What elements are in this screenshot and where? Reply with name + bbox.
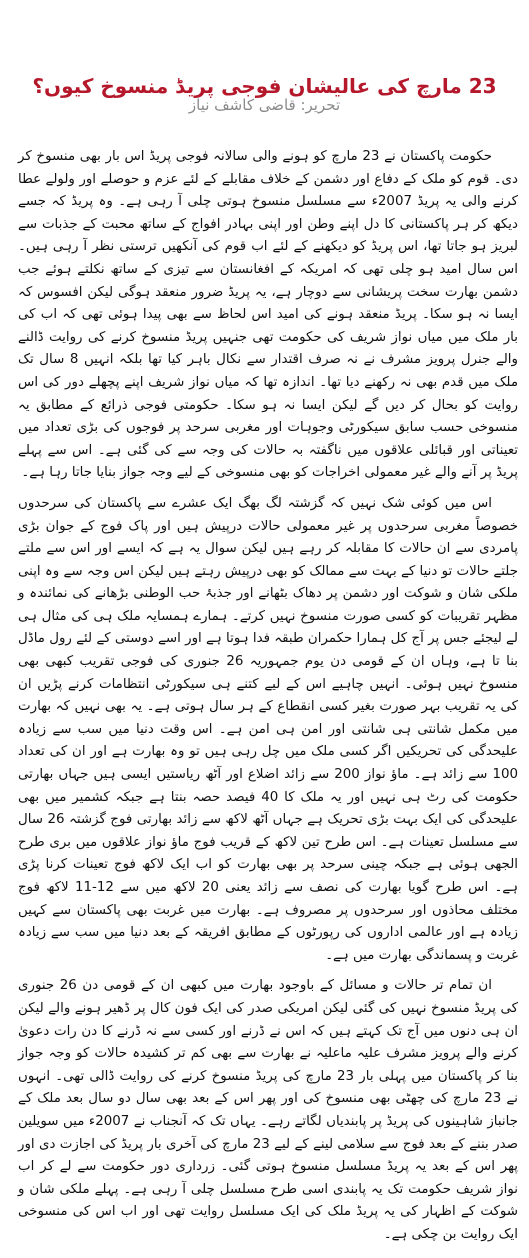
article-body <box>18 146 518 1247</box>
article-headline: 23 مارچ کی عالیشان فوجی پریڈ منسوخ کیوں؟ <box>32 74 497 99</box>
article-byline: تحریر: قاضی کاشف نیاز <box>188 96 341 114</box>
article-paragraph: اس میں کوئی شک نہیں کہ گزشتہ لگ بھگ ایک عشرے سے پاکستان کی سرحدوں خصوصاً مغربی سرحدوں پر غیر معمولی حالات درپیش ہیں اور پاک فوج کے جوان بڑی پامردی سے ان حالات کا مقابلہ کر رہے ہیں لیکن سوال یہ ہے کہ ایسے اور اس سے ملتے جلتے حالات تو دنیا کے بہت سے ممالک کو بھی درپیش رہتے ہیں لیکن اس وجہ سے وہ اپنی ملکی شان و شوکت اور دشمن پر دھاک بٹھانے اور جذبۂ حب الوطنی بڑھانے کی نمائندہ و مظہر تقریبات کو کسی صورت منسوخ نہیں کرتے۔ ہمارے ہمسایہ ملک ہی کی مثال ہی لے لیجئے جس پر آج کل ہمارا حکمران طبقہ فدا ہوتا ہے اور اسے دوستی کے لئے رول ماڈل بنا تا ہے، وہاں ان کے قومی دن یوم جمہوریہ 26 جنوری کی فوجی تقریب کبھی بھی منسوخ نہیں ہوئی۔ انہیں چاہیے اس کے لیے کتنے ہی سیکورٹی انتظامات کرنے پڑیں ان کی یہ تقریب بہر صورت بغیر کسی انقطاع کے ہر سال ہوتی ہے۔ یہ بھی نہیں کہ بھارت میں مکمل شانتی ہی شانتی اور امن ہی امن ہے۔ اس وقت دنیا میں سب سے زیادہ علیحدگی کی تحریکیں اگر کسی ملک میں چل رہی ہیں تو وہ بھارت ہے اور ان کی تعداد 100 سے زائد ہے۔ ماؤ نواز 200 سے زائد اضلاع اور آٹھ ریاستیں ایسی ہیں جہاں بھارتی حکومت کی رٹ ہی نہیں اور یہ ملک کا 40 فیصد حصہ بنتا ہے جبکہ کشمیر میں بھی علیحدگی کی ایک بہت بڑی تحریک ہے جہاں آٹھ لاکھ سے زائد بھارتی فوج گزشتہ 26 سال سے مسلسل تعینات ہے۔ اس طرح تین لاکھ کے قریب فوج ماؤ نواز علاقوں میں بری طرح الجھی ہوئی ہے جبکہ چینی سرحد پر بھی بھارت کو اب ایک لاکھ فوج تعینات کرنا پڑی ہے۔ اس طرح گویا بھارت کی نصف سے زائد یعنی 20 لاکھ میں سے 12-11 لاکھ فوج مختلف محاذوں اور سرحدوں پر مصروف ہے۔ بھارت میں غربت بھی پاکستان سے کہیں زیادہ ہے اور عالمی اداروں کی رپورٹوں کے مطابق افریقہ کے بعد دنیا میں سب سے زیادہ غربت و پسماندگی بھارت میں ہے۔ <box>18 495 519 963</box>
article-paragraph: حکومت پاکستان نے 23 مارچ کو ہونے والی سالانہ فوجی پریڈ اس بار بھی منسوخ کر دی۔ قوم کو ملک کے دفاع اور دشمن کے خلاف مقابلے کے لئے عزم و حوصلے اور ولولے عطا کرنے والی یہ پریڈ 2007ء سے مسلسل منسوخ ہوتی چلی آ رہی ہے۔ وہ پریڈ کہ جسے دیکھ کر ہر پاکستانی کا دل اپنے وطن اور اپنی بہادر افواج کے ساتھ محبت کے جذبات سے لبریز ہو جاتا تھا، اس پریڈ کو دیکھنے کے لئے اب قوم کی آنکھیں ترستی نظر آ رہی ہیں۔ اس سال امید ہو چلی تھی کہ امریکہ کے افغانستان سے تیزی کے ساتھ نکلتے ہوئے جب دشمن بھارت سخت پریشانی سے دوچار ہے، یہ پریڈ ضرور منعقد ہوگی لیکن افسوس کہ ایسا نہ ہو سکا۔ پریڈ منعقد ہونے کی امید اس لحاظ سے بھی پیدا ہوئی تھی کہ اب کی بار ملک میں میاں نواز شریف کی حکومت تھی جنہیں پریڈ منسوخ کرنے کی روایت ڈالنے والے جنرل پرویز مشرف نے نہ صرف اقتدار سے نکال باہر کیا تھا بلکہ انہیں 8 سال تک ملک میں قدم بھی نہ رکھنے دیا تھا۔ اندازہ تھا کہ میاں نواز شریف اپنے پچھلے دور کی اس روایت کو بحال کر دیں گے لیکن ایسا نہ ہو سکا۔ حکومتی فوجی ذرائع کے مطابق یہ منسوخی حسب سابق سیکورٹی وجوہات اور مغربی سرحد پر فوجوں کی بڑی تعداد میں تعیناتی اور قبائلی علاقوں میں ناگفتہ بہ حالات کی وجہ سے کی گئی ہے۔ اس سے پہلے پریڈ پر آنے والے غیر معمولی اخراجات کو بھی منسوخی کے لیے وجہ جواز بنایا جاتا رہا ہے۔ <box>18 149 519 481</box>
article-paragraph: ان تمام تر حالات و مسائل کے باوجود بھارت میں کبھی ان کے قومی دن 26 جنوری کی پریڈ منسوخ نہیں کی گئی لیکن امریکی صدر کی ایک فون کال پر ڈھیر ہونے والے لیکن ان ہی دنوں میں آج تک کہتے ہیں کہ اس نے ڈرنے اور کسی سے نہ ڈرنے کا دن رات دعویٰ کرنے والے پرویز مشرف علیہ ماعلیہ نے بھارت سے بھی کم تر کشیدہ حالات کو وجہ جواز بنا کر پاکستان میں پہلی بار 23 مارچ کی پریڈ منسوخ کرنے کی روایت ڈالی تھی۔ انہوں نے 23 مارچ کی چھٹی بھی منسوخ کی اور پھر اس کے بعد بھی سال دو سال بعد ملک کے جانباز شاہینوں کی پریڈ پر پابندیاں لگاتے رہے۔ یہاں تک کہ آنجناب نے 2007ء میں سویلین صدر بننے کے بعد فوج سے سلامی لینے کے لیے 23 مارچ کی آخری بار پریڈ کی اجازت دی اور پھر اس کے بعد یہ پریڈ مسلسل منسوخ ہوتی گئی۔ زرداری دور حکومت سے لے کر اب نواز شریف حکومت تک یہ پابندی اسی طرح مسلسل چلی آ رہی ہے۔ پہلے ملکی شان و شوکت کے اظہار کی یہ پریڈ ملک کی ایک مسلسل روایت تھی اور اب اس کی منسوخی ایک روایت بن چکی ہے۔ <box>18 978 518 1242</box>
